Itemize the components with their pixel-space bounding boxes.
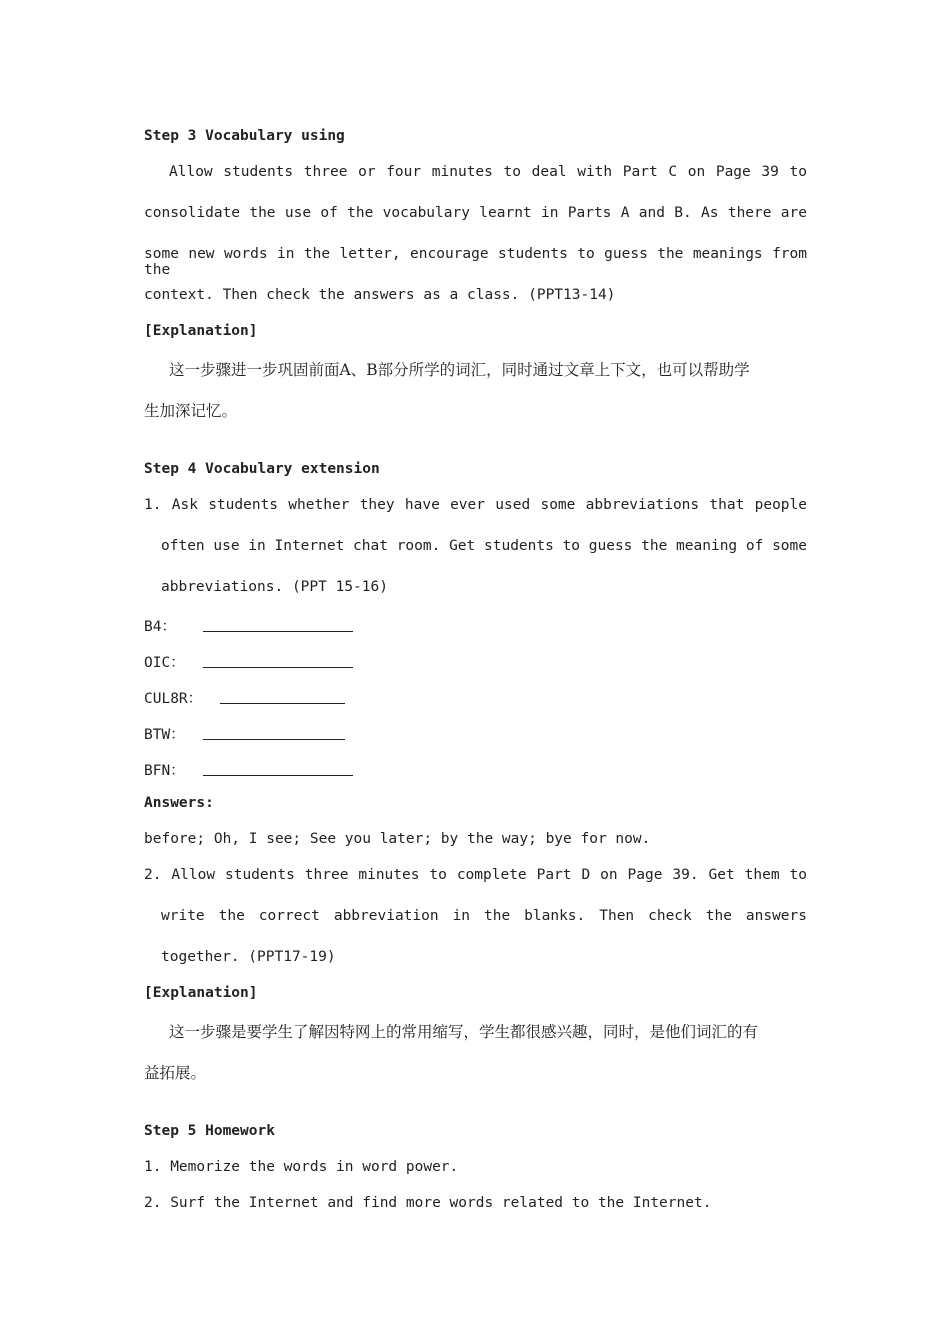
- step4-explanation-line-2: 益拓展。: [144, 1064, 207, 1082]
- abbr-cul8r: CUL8R：: [144, 691, 203, 707]
- step3-para-line-1: Allow students three or four minutes to deal with Part C on Page 39 to: [169, 164, 807, 180]
- step3-para-line-4: context. Then check the answers as a class. (PPT13-14): [144, 287, 616, 303]
- step5-item-2: 2. Surf the Internet and find more words related to the Internet.: [144, 1195, 712, 1211]
- step3-para-line-3: some new words in the letter, encourage students to guess the meanings from the: [144, 246, 807, 278]
- step5-heading: Step 5 Homework: [144, 1123, 275, 1139]
- answers-label: Answers:: [144, 795, 214, 811]
- step4-item2-line-2: write the correct abbreviation in the blanks. Then check the answers: [161, 908, 807, 924]
- abbr-b4: B4：: [144, 619, 176, 635]
- step4-explanation-label: [Explanation]: [144, 985, 258, 1001]
- blank-line: [203, 631, 353, 632]
- abbr-oic: OIC：: [144, 655, 185, 671]
- step3-explanation-line-1: 这一步骤进一步巩固前面A、B部分所学的词汇，同时通过文章上下文，也可以帮助学: [169, 361, 750, 379]
- step3-heading: Step 3 Vocabulary using: [144, 128, 345, 144]
- step5-item-1: 1. Memorize the words in word power.: [144, 1159, 459, 1175]
- step4-heading: Step 4 Vocabulary extension: [144, 461, 380, 477]
- step4-item2-line-3: together. (PPT17-19): [161, 949, 336, 965]
- step4-item1-line-1: 1. Ask students whether they have ever used some abbreviations that people: [144, 497, 807, 513]
- abbr-bfn: BFN：: [144, 763, 185, 779]
- step3-para-line-2: consolidate the use of the vocabulary learnt in Parts A and B. As there are: [144, 205, 807, 221]
- blank-line: [203, 667, 353, 668]
- step4-item1-line-3: abbreviations. (PPT 15-16): [161, 579, 388, 595]
- answers-text: before; Oh, I see; See you later; by the way; bye for now.: [144, 831, 651, 847]
- step4-item2-line-1: 2. Allow students three minutes to complete Part D on Page 39. Get them to: [144, 867, 807, 883]
- blank-line: [220, 703, 345, 704]
- step3-explanation-line-2: 生加深记忆。: [144, 402, 238, 420]
- abbr-btw: BTW：: [144, 727, 185, 743]
- blank-line: [203, 775, 353, 776]
- step4-item1-line-2: often use in Internet chat room. Get students to guess the meaning of some: [161, 538, 808, 554]
- step3-explanation-label: [Explanation]: [144, 323, 258, 339]
- blank-line: [203, 739, 345, 740]
- step4-explanation-line-1: 这一步骤是要学生了解因特网上的常用缩写，学生都很感兴趣，同时，是他们词汇的有: [169, 1023, 759, 1041]
